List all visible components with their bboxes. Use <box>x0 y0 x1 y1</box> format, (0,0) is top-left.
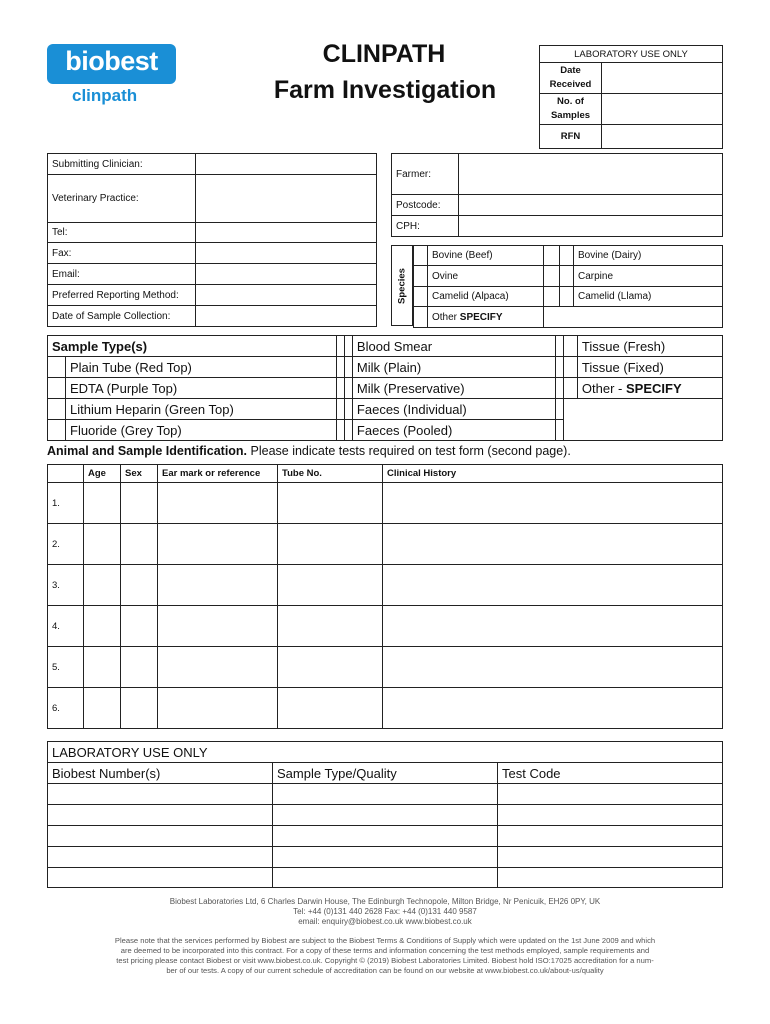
animal-ear-mark-field[interactable] <box>158 647 278 688</box>
species-checkbox-camelid-llama[interactable] <box>560 287 574 307</box>
animal-clinical-history-field[interactable] <box>383 483 723 524</box>
sample-checkbox-milk-preservative[interactable] <box>336 378 344 399</box>
fax-field[interactable] <box>196 243 377 264</box>
no-samples-field[interactable] <box>602 94 723 125</box>
animal-section-title-rest: Please indicate tests required on test form (second page). <box>247 444 571 458</box>
animal-col-number <box>48 465 84 483</box>
tel-field[interactable] <box>196 223 377 243</box>
species-checkbox-bovine-beef[interactable] <box>414 246 428 266</box>
veterinary-practice-label: Veterinary Practice: <box>48 175 196 223</box>
form-title: CLINPATH <box>322 40 446 68</box>
sample-lithium-heparin: Lithium Heparin (Green Top) <box>66 399 337 420</box>
farm-details-table <box>391 153 723 237</box>
sample-spacer <box>344 378 352 399</box>
species-carpine: Carpine <box>574 266 723 287</box>
lab-use-box <box>539 45 723 149</box>
sample-checkbox-edta[interactable] <box>48 378 66 399</box>
sample-tissue-fixed: Tissue (Fixed) <box>577 357 722 378</box>
animal-row-number: 5. <box>48 647 84 688</box>
species-bovine-beef: Bovine (Beef) <box>428 246 544 266</box>
biobest-number-field[interactable] <box>48 826 273 847</box>
species-camelid-llama: Camelid (Llama) <box>574 287 723 307</box>
sample-spacer <box>344 357 352 378</box>
animal-age-field[interactable] <box>84 565 121 606</box>
logo-brand-text: biobest <box>65 46 158 76</box>
species-table <box>413 245 723 328</box>
sample-spacer <box>555 399 563 420</box>
animal-ear-mark-field[interactable] <box>158 565 278 606</box>
animal-sex-field[interactable] <box>121 688 158 729</box>
submitting-clinician-field[interactable] <box>196 154 377 175</box>
sample-checkbox-lithium-heparin[interactable] <box>48 399 66 420</box>
animal-tube-no-field[interactable] <box>278 647 383 688</box>
test-code-field[interactable] <box>498 826 723 847</box>
species-other-field[interactable] <box>544 307 723 328</box>
animal-age-field[interactable] <box>84 483 121 524</box>
sample-quality-field[interactable] <box>273 826 498 847</box>
sample-checkbox-faeces-individual[interactable] <box>336 399 344 420</box>
test-code-field[interactable] <box>498 805 723 826</box>
animal-sex-field[interactable] <box>121 647 158 688</box>
lab-use-bottom-table <box>47 741 723 888</box>
sample-checkbox-blood-smear[interactable] <box>336 336 344 357</box>
sample-other-specify: SPECIFY <box>626 380 682 396</box>
footer-note-1: Please note that the services performed by Biobest are subject to the Biobest Terms & Conditions of Supply which were updated on the 1st June 2009 and which <box>114 936 656 945</box>
species-checkbox-ovine[interactable] <box>414 266 428 287</box>
sample-types-heading: Sample Type(s) <box>48 336 337 357</box>
sample-spacer <box>555 336 563 357</box>
email-field[interactable] <box>196 264 377 285</box>
sample-other-prefix: Other - <box>581 380 626 396</box>
date-received-field[interactable] <box>602 63 723 94</box>
animal-sex-field[interactable] <box>121 606 158 647</box>
animal-col-clinical-history: Clinical History <box>383 465 723 483</box>
species-label-cell <box>391 245 413 326</box>
sample-tissue-fresh: Tissue (Fresh) <box>577 336 722 357</box>
sample-quality-field[interactable] <box>273 868 498 888</box>
animal-age-field[interactable] <box>84 688 121 729</box>
sample-checkbox-tissue-fresh[interactable] <box>563 336 577 357</box>
biobest-logo <box>47 44 176 84</box>
species-ovine: Ovine <box>428 266 544 287</box>
species-other-specify: SPECIFY <box>459 311 503 323</box>
animal-row-number: 6. <box>48 688 84 729</box>
animal-age-field[interactable] <box>84 524 121 565</box>
animal-age-field[interactable] <box>84 606 121 647</box>
animal-ear-mark-field[interactable] <box>158 483 278 524</box>
email-label: Email: <box>48 264 196 285</box>
animal-section-title-bold: Animal and Sample Identification. <box>47 444 248 458</box>
fax-label: Fax: <box>48 243 196 264</box>
footer-email: email: enquiry@biobest.co.uk www.biobest.co.uk <box>298 917 472 926</box>
animal-ear-mark-field[interactable] <box>158 524 278 565</box>
sample-types-table <box>47 335 723 441</box>
postcode-label: Postcode: <box>392 195 459 216</box>
submitting-clinician-label: Submitting Clinician: <box>48 154 196 175</box>
sample-spacer <box>555 420 563 441</box>
no-samples-label: No. of Samples <box>540 94 602 125</box>
lab-use-header: LABORATORY USE ONLY <box>540 46 723 63</box>
sample-blood-smear: Blood Smear <box>352 336 555 357</box>
test-code-header: Test Code <box>498 763 723 784</box>
species-bovine-dairy: Bovine (Dairy) <box>574 246 723 266</box>
animal-sex-field[interactable] <box>121 483 158 524</box>
animal-ear-mark-field[interactable] <box>158 688 278 729</box>
date-received-label: Date Received <box>540 63 602 94</box>
sample-faeces-pooled: Faeces (Pooled) <box>352 420 555 441</box>
animal-clinical-history-field[interactable] <box>383 606 723 647</box>
animal-col-ear-mark: Ear mark or reference <box>158 465 278 483</box>
animal-ear-mark-field[interactable] <box>158 606 278 647</box>
sample-milk-plain: Milk (Plain) <box>352 357 555 378</box>
sample-plain-tube: Plain Tube (Red Top) <box>66 357 337 378</box>
biobest-number-field[interactable] <box>48 868 273 888</box>
tel-label: Tel: <box>48 223 196 243</box>
biobest-number-field[interactable] <box>48 805 273 826</box>
animal-row-number: 1. <box>48 483 84 524</box>
animal-clinical-history-field[interactable] <box>383 524 723 565</box>
animal-row-number: 3. <box>48 565 84 606</box>
biobest-number-field[interactable] <box>48 847 273 868</box>
sample-milk-preservative: Milk (Preservative) <box>352 378 555 399</box>
sample-spacer <box>344 336 352 357</box>
reporting-method-field[interactable] <box>196 285 377 306</box>
test-code-field[interactable] <box>498 784 723 805</box>
animal-row-number: 4. <box>48 606 84 647</box>
animal-identification-table <box>47 464 723 729</box>
animal-clinical-history-field[interactable] <box>383 647 723 688</box>
footer-phone: Tel: +44 (0)131 440 2628 Fax: +44 (0)131 440 9587 <box>293 907 477 916</box>
sample-quality-field[interactable] <box>273 784 498 805</box>
animal-tube-no-field[interactable] <box>278 524 383 565</box>
biobest-number-field[interactable] <box>48 784 273 805</box>
sample-spacer <box>344 420 352 441</box>
logo-sub-text: clinpath <box>72 86 138 105</box>
farmer-label: Farmer: <box>392 154 459 195</box>
species-camelid-alpaca: Camelid (Alpaca) <box>428 287 544 307</box>
form-subtitle: Farm Investigation <box>273 76 497 104</box>
animal-col-age: Age <box>84 465 121 483</box>
rfn-field[interactable] <box>602 125 723 149</box>
animal-col-tube-no: Tube No. <box>278 465 383 483</box>
species-checkbox-camelid-alpaca[interactable] <box>414 287 428 307</box>
sample-checkbox-fluoride[interactable] <box>48 420 66 441</box>
cph-field[interactable] <box>459 216 723 237</box>
animal-tube-no-field[interactable] <box>278 606 383 647</box>
species-label: Species <box>396 267 408 304</box>
animal-tube-no-field[interactable] <box>278 565 383 606</box>
sample-spacer <box>555 357 563 378</box>
species-spacer <box>544 266 560 287</box>
sample-checkbox-milk-plain[interactable] <box>336 357 344 378</box>
rfn-label: RFN <box>540 125 602 149</box>
animal-sex-field[interactable] <box>121 565 158 606</box>
reporting-method-label: Preferred Reporting Method: <box>48 285 196 306</box>
sample-faeces-individual: Faeces (Individual) <box>352 399 555 420</box>
animal-tube-no-field[interactable] <box>278 483 383 524</box>
sample-date-label: Date of Sample Collection: <box>48 306 196 327</box>
species-checkbox-carpine[interactable] <box>560 266 574 287</box>
species-checkbox-other[interactable] <box>414 307 428 328</box>
animal-tube-no-field[interactable] <box>278 688 383 729</box>
sample-other <box>577 378 722 399</box>
sample-other-field[interactable] <box>563 399 722 441</box>
sample-date-field[interactable] <box>196 306 377 327</box>
species-checkbox-bovine-dairy[interactable] <box>560 246 574 266</box>
sample-checkbox-plain-tube[interactable] <box>48 357 66 378</box>
test-code-field[interactable] <box>498 868 723 888</box>
biobest-number-header: Biobest Number(s) <box>48 763 273 784</box>
animal-clinical-history-field[interactable] <box>383 688 723 729</box>
species-spacer <box>544 246 560 266</box>
veterinary-practice-field[interactable] <box>196 175 377 223</box>
sample-quality-field[interactable] <box>273 805 498 826</box>
footer-note-4: ber of our tests. A copy of our current schedule of accreditation can be found on our website at www.biobest.co.uk/about-us/quality <box>166 966 604 975</box>
sample-checkbox-other[interactable] <box>563 378 577 399</box>
sample-checkbox-tissue-fixed[interactable] <box>563 357 577 378</box>
sample-checkbox-faeces-pooled[interactable] <box>336 420 344 441</box>
sample-quality-field[interactable] <box>273 847 498 868</box>
animal-age-field[interactable] <box>84 647 121 688</box>
species-other-prefix: Other <box>432 311 460 323</box>
animal-section-title <box>47 444 571 458</box>
sample-quality-header: Sample Type/Quality <box>273 763 498 784</box>
cph-label: CPH: <box>392 216 459 237</box>
animal-col-sex: Sex <box>121 465 158 483</box>
sample-fluoride: Fluoride (Grey Top) <box>66 420 337 441</box>
clinician-details-table <box>47 153 377 327</box>
sample-spacer <box>344 399 352 420</box>
species-other <box>428 307 544 328</box>
sample-edta: EDTA (Purple Top) <box>66 378 337 399</box>
footer-note-2: are deemed to be incorporated into this contract. For a copy of these terms and information concerning the test methods employed, sample requirements and <box>120 946 650 955</box>
postcode-field[interactable] <box>459 195 723 216</box>
animal-clinical-history-field[interactable] <box>383 565 723 606</box>
sample-spacer <box>555 378 563 399</box>
lab-use-bottom-header: LABORATORY USE ONLY <box>48 742 723 763</box>
footer-address: Biobest Laboratories Ltd, 6 Charles Darwin House, The Edinburgh Technopole, Milton Bridge, Nr Penicuik, EH26 0PY, UK <box>169 897 601 906</box>
footer-note-3: test pricing please contact Biobest or visit www.biobest.co.uk. Copyright © (2019) Biobest Laboratories Limited. Biobest hold ISO:17025 accreditation for a num- <box>116 956 654 965</box>
animal-row-number: 2. <box>48 524 84 565</box>
species-spacer <box>544 287 560 307</box>
animal-sex-field[interactable] <box>121 524 158 565</box>
farmer-field[interactable] <box>459 154 723 195</box>
test-code-field[interactable] <box>498 847 723 868</box>
